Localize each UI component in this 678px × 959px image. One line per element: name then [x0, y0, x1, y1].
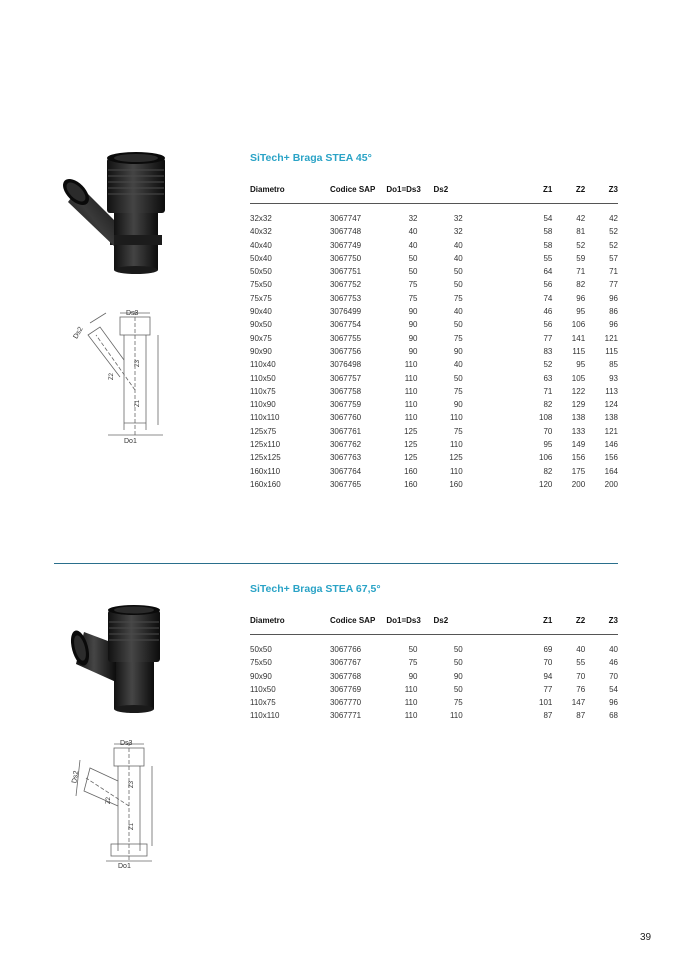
cell-z1: 63	[543, 373, 553, 383]
cell-diametro: 90x50	[250, 320, 272, 330]
cell-z1: 70	[543, 658, 553, 668]
cell-ds2: 40	[453, 253, 463, 263]
cell-z3: 146	[604, 440, 618, 450]
cell-z2: 149	[571, 440, 586, 450]
cell-z1: 87	[543, 711, 553, 721]
cell-z3: 52	[609, 227, 618, 237]
cell-diametro: 110x110	[250, 413, 280, 423]
col-header-z1: Z1	[485, 615, 553, 635]
cell-z2: 82	[576, 280, 586, 290]
cell-ds2: 40	[453, 307, 463, 317]
cell-codice-sap: 3067747	[329, 214, 362, 223]
diagram-label-z1: Z1	[129, 822, 135, 830]
col-header-z1: Z1	[485, 184, 553, 204]
col-header-z2: Z2	[552, 615, 585, 635]
cell-diametro: 50x50	[250, 645, 272, 654]
col-header-z3: Z3	[585, 615, 618, 635]
cell-z1: 120	[539, 479, 553, 489]
cell-diametro: 110x110	[250, 711, 280, 721]
cell-do1-ds3: 32	[408, 214, 418, 223]
pipe-fitting-67-diagram	[66, 736, 166, 871]
cell-codice-sap: 3067750	[329, 253, 362, 263]
cell-diametro: 50x50	[250, 267, 272, 277]
cell-diametro: 90x90	[250, 671, 272, 681]
cell-z1: 77	[543, 333, 553, 343]
cell-z2: 55	[576, 658, 586, 668]
cell-ds2: 75	[453, 293, 463, 303]
cell-z2: 81	[576, 227, 586, 237]
table-row	[250, 278, 618, 291]
table-row	[250, 358, 618, 371]
cell-z1: 64	[543, 267, 553, 277]
cell-z3: 70	[609, 671, 618, 681]
cell-codice-sap: 3067757	[329, 373, 362, 383]
cell-diametro: 50x40	[250, 253, 272, 263]
cell-z2: 87	[576, 711, 586, 721]
cell-z3: 156	[604, 453, 618, 463]
cell-codice-sap: 3067759	[329, 400, 362, 410]
cell-z3: 42	[609, 214, 618, 223]
cell-diametro: 110x75	[250, 386, 276, 396]
section-2-title: SiTech+ Braga STEA 67,5°	[250, 583, 381, 595]
cell-codice-sap: 3067754	[329, 320, 362, 330]
cell-codice-sap: 3067749	[329, 240, 362, 250]
cell-diametro: 32x32	[250, 214, 272, 223]
cell-z3: 96	[609, 698, 618, 708]
cell-z3: 138	[604, 413, 618, 423]
cell-z1: 82	[543, 400, 553, 410]
cell-ds2: 50	[453, 645, 463, 654]
cell-z1: 94	[543, 671, 553, 681]
cell-diametro: 90x90	[250, 346, 272, 356]
table-header-row	[250, 615, 618, 635]
cell-z2: 59	[576, 253, 586, 263]
cell-z2: 106	[571, 320, 586, 330]
cell-ds2: 40	[453, 240, 463, 250]
cell-do1-ds3: 110	[404, 413, 418, 423]
cell-diametro: 110x50	[250, 684, 276, 694]
cell-ds2: 50	[453, 684, 463, 694]
pipe-fitting-67-photo	[70, 604, 165, 714]
cell-do1-ds3: 110	[404, 400, 418, 410]
cell-do1-ds3: 110	[404, 711, 418, 721]
cell-codice-sap: 3076499	[329, 307, 362, 317]
cell-z1: 106	[539, 453, 553, 463]
table-row	[250, 670, 618, 683]
cell-codice-sap: 3067761	[329, 426, 362, 436]
table-row	[250, 465, 618, 478]
cell-z3: 77	[609, 280, 618, 290]
cell-do1-ds3: 90	[408, 333, 418, 343]
cell-ds2: 50	[453, 658, 463, 668]
col-header-codice-sap: Codice SAP	[330, 184, 386, 204]
cell-ds2: 50	[453, 320, 463, 330]
cell-codice-sap: 3067764	[329, 466, 362, 476]
cell-z3: 164	[604, 466, 618, 476]
cell-z1: 52	[543, 360, 553, 370]
cell-diametro: 160x110	[250, 466, 281, 476]
cell-z1: 82	[543, 466, 553, 476]
cell-diametro: 90x75	[250, 333, 272, 343]
cell-z3: 115	[605, 346, 618, 356]
cell-diametro: 75x50	[250, 280, 272, 290]
diagram-label-z1: Z1	[135, 399, 141, 407]
cell-z3: 54	[609, 684, 618, 694]
cell-do1-ds3: 110	[404, 373, 418, 383]
table-row	[250, 305, 618, 318]
cell-z3: 96	[609, 320, 618, 330]
col-header-do1-ds3: Do1=Ds3	[386, 615, 433, 635]
table-row	[250, 635, 618, 657]
cell-z1: 83	[543, 346, 553, 356]
col-header-diametro: Diametro	[250, 184, 330, 204]
cell-ds2: 160	[449, 479, 463, 489]
cell-z2: 156	[571, 453, 586, 463]
cell-ds2: 110	[449, 440, 463, 450]
cell-diametro: 40x40	[250, 240, 272, 250]
pipe-fitting-45-photo	[62, 150, 172, 275]
cell-diametro: 110x75	[250, 698, 276, 708]
cell-ds2: 90	[453, 400, 463, 410]
table-row	[250, 398, 618, 411]
cell-diametro: 110x40	[250, 360, 276, 370]
cell-do1-ds3: 75	[408, 280, 418, 290]
cell-diametro: 110x90	[250, 400, 276, 410]
cell-z2: 52	[576, 240, 586, 250]
cell-diametro: 75x75	[250, 293, 272, 303]
cell-ds2: 50	[453, 267, 463, 277]
cell-z2: 105	[571, 373, 586, 383]
cell-codice-sap: 3067769	[329, 684, 362, 694]
cell-ds2: 110	[449, 413, 463, 423]
table-row	[250, 372, 618, 385]
cell-z2: 138	[571, 413, 586, 423]
cell-ds2: 75	[453, 386, 463, 396]
cell-diametro: 125x75	[250, 426, 277, 436]
table-row	[250, 239, 618, 252]
cell-z3: 85	[609, 360, 618, 370]
cell-diametro: 125x110	[250, 440, 281, 450]
cell-z1: 46	[543, 307, 553, 317]
cell-ds2: 50	[453, 373, 463, 383]
col-header-z2: Z2	[552, 184, 585, 204]
cell-z2: 42	[576, 214, 586, 223]
cell-codice-sap: 3067763	[329, 453, 362, 463]
cell-do1-ds3: 125	[404, 440, 418, 450]
table-header-row	[250, 184, 618, 204]
cell-z1: 77	[543, 684, 553, 694]
cell-ds2: 90	[453, 671, 463, 681]
diagram-label-ds2: Ds2	[72, 325, 85, 341]
table-row	[250, 252, 618, 265]
cell-codice-sap: 3067768	[329, 671, 362, 681]
cell-z3: 40	[609, 645, 618, 654]
cell-z1: 58	[543, 227, 553, 237]
cell-codice-sap: 3067770	[329, 698, 362, 708]
table-row	[250, 318, 618, 331]
cell-diametro: 75x50	[250, 658, 272, 668]
diagram-label-ds2: Ds2	[71, 770, 81, 784]
cell-z2: 95	[576, 307, 586, 317]
section-1-table-body	[250, 204, 618, 492]
cell-do1-ds3: 160	[404, 479, 418, 489]
cell-do1-ds3: 75	[408, 293, 418, 303]
cell-ds2: 110	[449, 711, 463, 721]
table-row	[250, 451, 618, 464]
col-header-ds2: Ds2	[433, 615, 484, 635]
cell-codice-sap: 3076498	[329, 360, 362, 370]
col-header-z3: Z3	[585, 184, 618, 204]
cell-z1: 56	[543, 280, 553, 290]
cell-ds2: 125	[449, 453, 463, 463]
cell-do1-ds3: 40	[408, 227, 418, 237]
cell-z2: 71	[576, 267, 586, 277]
pipe-fitting-45-diagram	[68, 305, 168, 445]
diagram-label-z3: Z3	[129, 780, 135, 788]
section-divider	[54, 563, 618, 564]
diagram-label-z2: Z2	[109, 372, 115, 380]
table-row	[250, 292, 618, 305]
diagram-label-do1: Do1	[124, 438, 137, 445]
cell-do1-ds3: 110	[404, 698, 418, 708]
cell-z2: 95	[576, 360, 586, 370]
cell-z2: 96	[576, 293, 586, 303]
section-2-table	[250, 615, 618, 723]
cell-z2: 147	[571, 698, 586, 708]
cell-z3: 200	[604, 479, 618, 489]
cell-do1-ds3: 90	[408, 320, 418, 330]
cell-diametro: 90x40	[250, 307, 272, 317]
cell-z2: 175	[571, 466, 586, 476]
cell-z3: 46	[609, 658, 618, 668]
cell-do1-ds3: 40	[408, 240, 418, 250]
cell-z3: 71	[609, 267, 618, 277]
table-row	[250, 478, 618, 491]
cell-codice-sap: 3067765	[329, 479, 362, 489]
table-row	[250, 656, 618, 669]
cell-ds2: 50	[453, 280, 463, 290]
cell-codice-sap: 3067756	[329, 346, 362, 356]
cell-diametro: 40x32	[250, 227, 272, 237]
table-row	[250, 265, 618, 278]
table-row	[250, 696, 618, 709]
cell-z2: 133	[571, 426, 586, 436]
cell-z1: 71	[543, 386, 553, 396]
cell-ds2: 75	[453, 426, 463, 436]
cell-z3: 68	[609, 711, 618, 721]
cell-z1: 74	[543, 293, 553, 303]
col-header-do1-ds3: Do1=Ds3	[386, 184, 433, 204]
cell-do1-ds3: 50	[408, 645, 418, 654]
cell-do1-ds3: 110	[404, 684, 418, 694]
table-row	[250, 204, 618, 226]
table-row	[250, 332, 618, 345]
diagram-label-z3: Z3	[135, 359, 141, 367]
cell-diametro: 125x125	[250, 453, 281, 463]
cell-ds2: 75	[453, 333, 463, 343]
cell-do1-ds3: 75	[408, 658, 418, 668]
table-row	[250, 683, 618, 696]
table-row	[250, 425, 618, 438]
cell-do1-ds3: 50	[408, 253, 418, 263]
diagram-label-ds3: Ds3	[120, 740, 133, 747]
cell-codice-sap: 3067753	[329, 293, 362, 303]
section-1-table	[250, 184, 618, 491]
cell-z1: 56	[543, 320, 553, 330]
table-row	[250, 411, 618, 424]
cell-codice-sap: 3067766	[329, 645, 362, 654]
cell-z3: 121	[604, 426, 618, 436]
cell-codice-sap: 3067752	[329, 280, 362, 290]
cell-do1-ds3: 90	[408, 671, 418, 681]
cell-codice-sap: 3067758	[329, 386, 362, 396]
cell-ds2: 32	[453, 214, 463, 223]
section-2-table-body	[250, 635, 618, 723]
cell-codice-sap: 3067767	[329, 658, 362, 668]
cell-do1-ds3: 110	[404, 360, 418, 370]
cell-ds2: 90	[453, 346, 463, 356]
cell-z3: 57	[609, 253, 618, 263]
cell-z3: 96	[609, 293, 618, 303]
col-header-ds2: Ds2	[433, 184, 484, 204]
diagram-label-z2: Z2	[106, 796, 112, 804]
cell-z2: 141	[571, 333, 586, 343]
section-1-title: SiTech+ Braga STEA 45°	[250, 152, 372, 164]
table-row	[250, 385, 618, 398]
cell-z3: 52	[609, 240, 618, 250]
cell-z1: 108	[539, 413, 553, 423]
cell-z1: 70	[543, 426, 553, 436]
cell-codice-sap: 3067762	[329, 440, 362, 450]
cell-z2: 200	[571, 479, 586, 489]
cell-codice-sap: 3067755	[329, 333, 362, 343]
cell-do1-ds3: 90	[408, 307, 418, 317]
page-number: 39	[640, 932, 652, 943]
cell-z1: 101	[539, 698, 553, 708]
cell-z2: 129	[571, 400, 586, 410]
cell-z3: 86	[609, 307, 618, 317]
cell-z1: 95	[543, 440, 553, 450]
cell-codice-sap: 3067748	[329, 227, 362, 237]
cell-do1-ds3: 90	[408, 346, 418, 356]
diagram-label-do1: Do1	[118, 863, 131, 870]
cell-z3: 93	[609, 373, 618, 383]
cell-do1-ds3: 110	[404, 386, 418, 396]
cell-z1: 54	[543, 214, 553, 223]
cell-z1: 58	[543, 240, 553, 250]
cell-z1: 55	[543, 253, 553, 263]
cell-z3: 124	[604, 400, 618, 410]
cell-do1-ds3: 125	[404, 426, 418, 436]
cell-do1-ds3: 160	[404, 466, 418, 476]
diagram-label-ds3: Ds3	[126, 310, 139, 317]
cell-codice-sap: 3067760	[329, 413, 362, 423]
table-row	[250, 709, 618, 722]
cell-ds2: 32	[453, 227, 463, 237]
cell-codice-sap: 3067771	[329, 711, 362, 721]
cell-ds2: 40	[453, 360, 463, 370]
cell-do1-ds3: 50	[408, 267, 418, 277]
cell-z2: 70	[576, 671, 586, 681]
cell-do1-ds3: 125	[404, 453, 418, 463]
table-row	[250, 438, 618, 451]
cell-ds2: 110	[449, 466, 463, 476]
col-header-codice-sap: Codice SAP	[330, 615, 386, 635]
cell-diametro: 160x160	[250, 479, 281, 489]
cell-z2: 40	[576, 645, 586, 654]
table-row	[250, 225, 618, 238]
cell-z3: 113	[605, 386, 618, 396]
cell-diametro: 110x50	[250, 373, 276, 383]
cell-z2: 115	[572, 346, 586, 356]
cell-codice-sap: 3067751	[329, 267, 362, 277]
cell-z3: 121	[604, 333, 618, 343]
cell-z2: 122	[571, 386, 586, 396]
cell-z1: 69	[543, 645, 553, 654]
table-row	[250, 345, 618, 358]
cell-ds2: 75	[453, 698, 463, 708]
col-header-diametro: Diametro	[250, 615, 330, 635]
cell-z2: 76	[576, 684, 586, 694]
